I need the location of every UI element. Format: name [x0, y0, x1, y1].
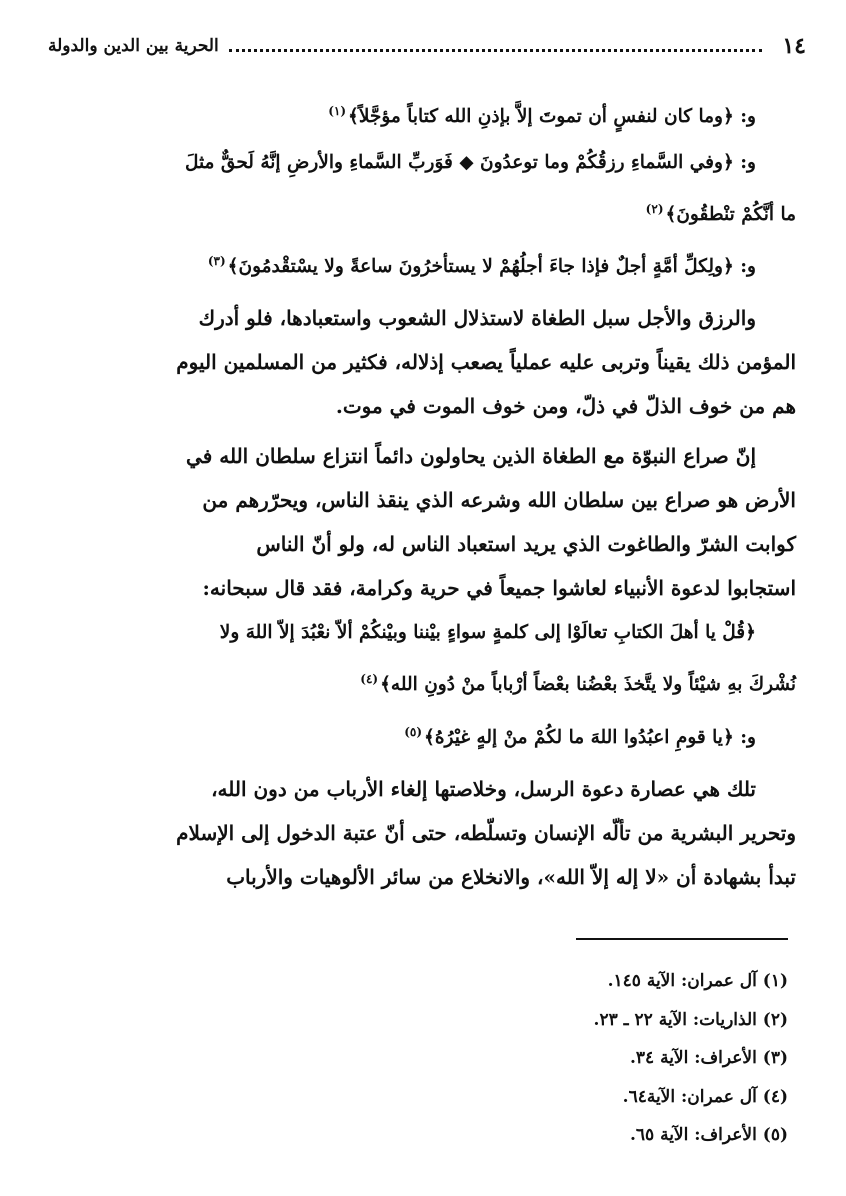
footnote-item: (٣) الأعراف: الآية ٣٤.	[629, 1048, 788, 1068]
body-text-line	[48, 384, 796, 428]
footnote-item: (١) آل عمران: الآية ١٤٥.	[607, 971, 788, 991]
line-text: وتحرير البشرية من تألّه الإنسان وتسلّطه، حتى أنّ عتبة الدخول إلى الإسلام	[176, 820, 796, 845]
running-title: الحرية بين الدين والدولة	[48, 36, 219, 56]
footnotes	[48, 962, 788, 1155]
line-text: المؤمن ذلك يقيناً وتربى عليه عملياً يصعب إذلاله، فكثير من المسلمين اليوم	[176, 350, 796, 375]
footnote-reference: (٣)	[207, 254, 226, 269]
body-text-line	[48, 855, 796, 899]
footnote-divider	[576, 938, 788, 940]
line-text: كوابت الشرّ والطاغوت الذي يريد استعباد الناس له، ولو أنّ الناس	[256, 532, 796, 557]
footnote-item: (٤) آل عمران: الآية٦٤.	[622, 1086, 788, 1107]
line-text: ما أنَّكُمْ تنْطقُونَ﴾	[665, 204, 796, 226]
footnote-reference: (٤)	[360, 672, 379, 687]
quran-verse-line	[48, 88, 796, 140]
quran-verse-line	[48, 709, 796, 761]
footnote-item: (٥) الأعراف: الآية ٦٥.	[629, 1125, 788, 1145]
line-text: ﴿قُلْ يا أهلَ الكتابِ تعالَوْا إلى كلمةٍ سواءٍ بيْننا وبيْنكُمْ ألاّ نعْبُدَ إلاّ اللهَ ولا	[219, 622, 756, 644]
line-text: نُشْركَ بهِ شيْئاً ولا يتَّخذَ بعْضُنا بعْضاً أرْباباً منْ دُونِ الله﴾	[380, 674, 796, 696]
page-body	[48, 88, 796, 899]
body-text-line	[48, 434, 796, 478]
line-text: إنّ صراع النبوّة مع الطغاة الذين يحاولون دائماً انتزاع سلطان الله في	[186, 444, 756, 469]
footnote-item: (٢) الذاريات: الآية ٢٢ ـ ٢٣.	[593, 1009, 788, 1030]
quran-verse-line	[48, 140, 796, 186]
header-dotted-leader	[229, 49, 763, 52]
line-text: و: ﴿يا قومِ اعبُدُوا اللهَ ما لكُمْ منْ إلهٍ غيْرُهُ﴾	[424, 726, 756, 748]
page-number: ١٤	[782, 33, 806, 59]
line-text: و: ﴿ولِكلِّ أمَّةٍ أجلٌ فإذا جاءَ أجلُهُمْ لا يستأخرُونَ ساعةً ولا يسْتقْدمُونَ﴾	[227, 256, 756, 278]
footnote-reference: (٢)	[645, 202, 664, 217]
footnote-reference: (٥)	[404, 724, 423, 739]
line-text: و: ﴿وما كان لنفسٍ أن تموتَ إلاَّ بإذنِ الله كتاباً مؤجَّلاً﴾	[348, 106, 756, 128]
body-text-line	[48, 767, 796, 811]
line-text: استجابوا لدعوة الأنبياء لعاشوا جميعاً في حرية وكرامة، فقد قال سبحانه:	[202, 576, 796, 601]
body-text-line	[48, 811, 796, 855]
quran-verse-line	[48, 238, 796, 290]
line-text: و: ﴿وفي السَّماءِ رزقُكُمْ وما توعدُونَ ◆ فَوَربِّ السَّماءِ والأرضِ إنَّهُ لَحقٌّ مثلَ	[184, 152, 756, 174]
line-text: هم من خوف الذلّ في ذلّ، ومن خوف الموت في موت.	[335, 394, 796, 419]
line-text: الأرض هو صراع بين سلطان الله وشرعه الذي ينقذ الناس، ويحرّرهم من	[202, 488, 796, 513]
quran-verse-line	[48, 186, 796, 238]
body-text-line	[48, 340, 796, 384]
footnote-reference: (١)	[328, 104, 347, 118]
body-text-line	[48, 522, 796, 566]
quran-verse-line	[48, 610, 796, 656]
body-text-line	[48, 296, 796, 340]
page-header	[48, 30, 806, 62]
line-text: والرزق والأجل سبل الطغاة لاستذلال الشعوب واستعبادها، فلو أدرك	[198, 306, 756, 331]
quran-verse-line	[48, 656, 796, 708]
body-text-line	[48, 566, 796, 610]
line-text: تلك هي عصارة دعوة الرسل، وخلاصتها إلغاء الأرباب من دون الله،	[211, 776, 756, 801]
body-text-line	[48, 478, 796, 522]
line-text: تبدأ بشهادة أن «لا إله إلاّ الله»، والانخلاع من سائر الألوهيات والأرباب	[226, 864, 796, 889]
